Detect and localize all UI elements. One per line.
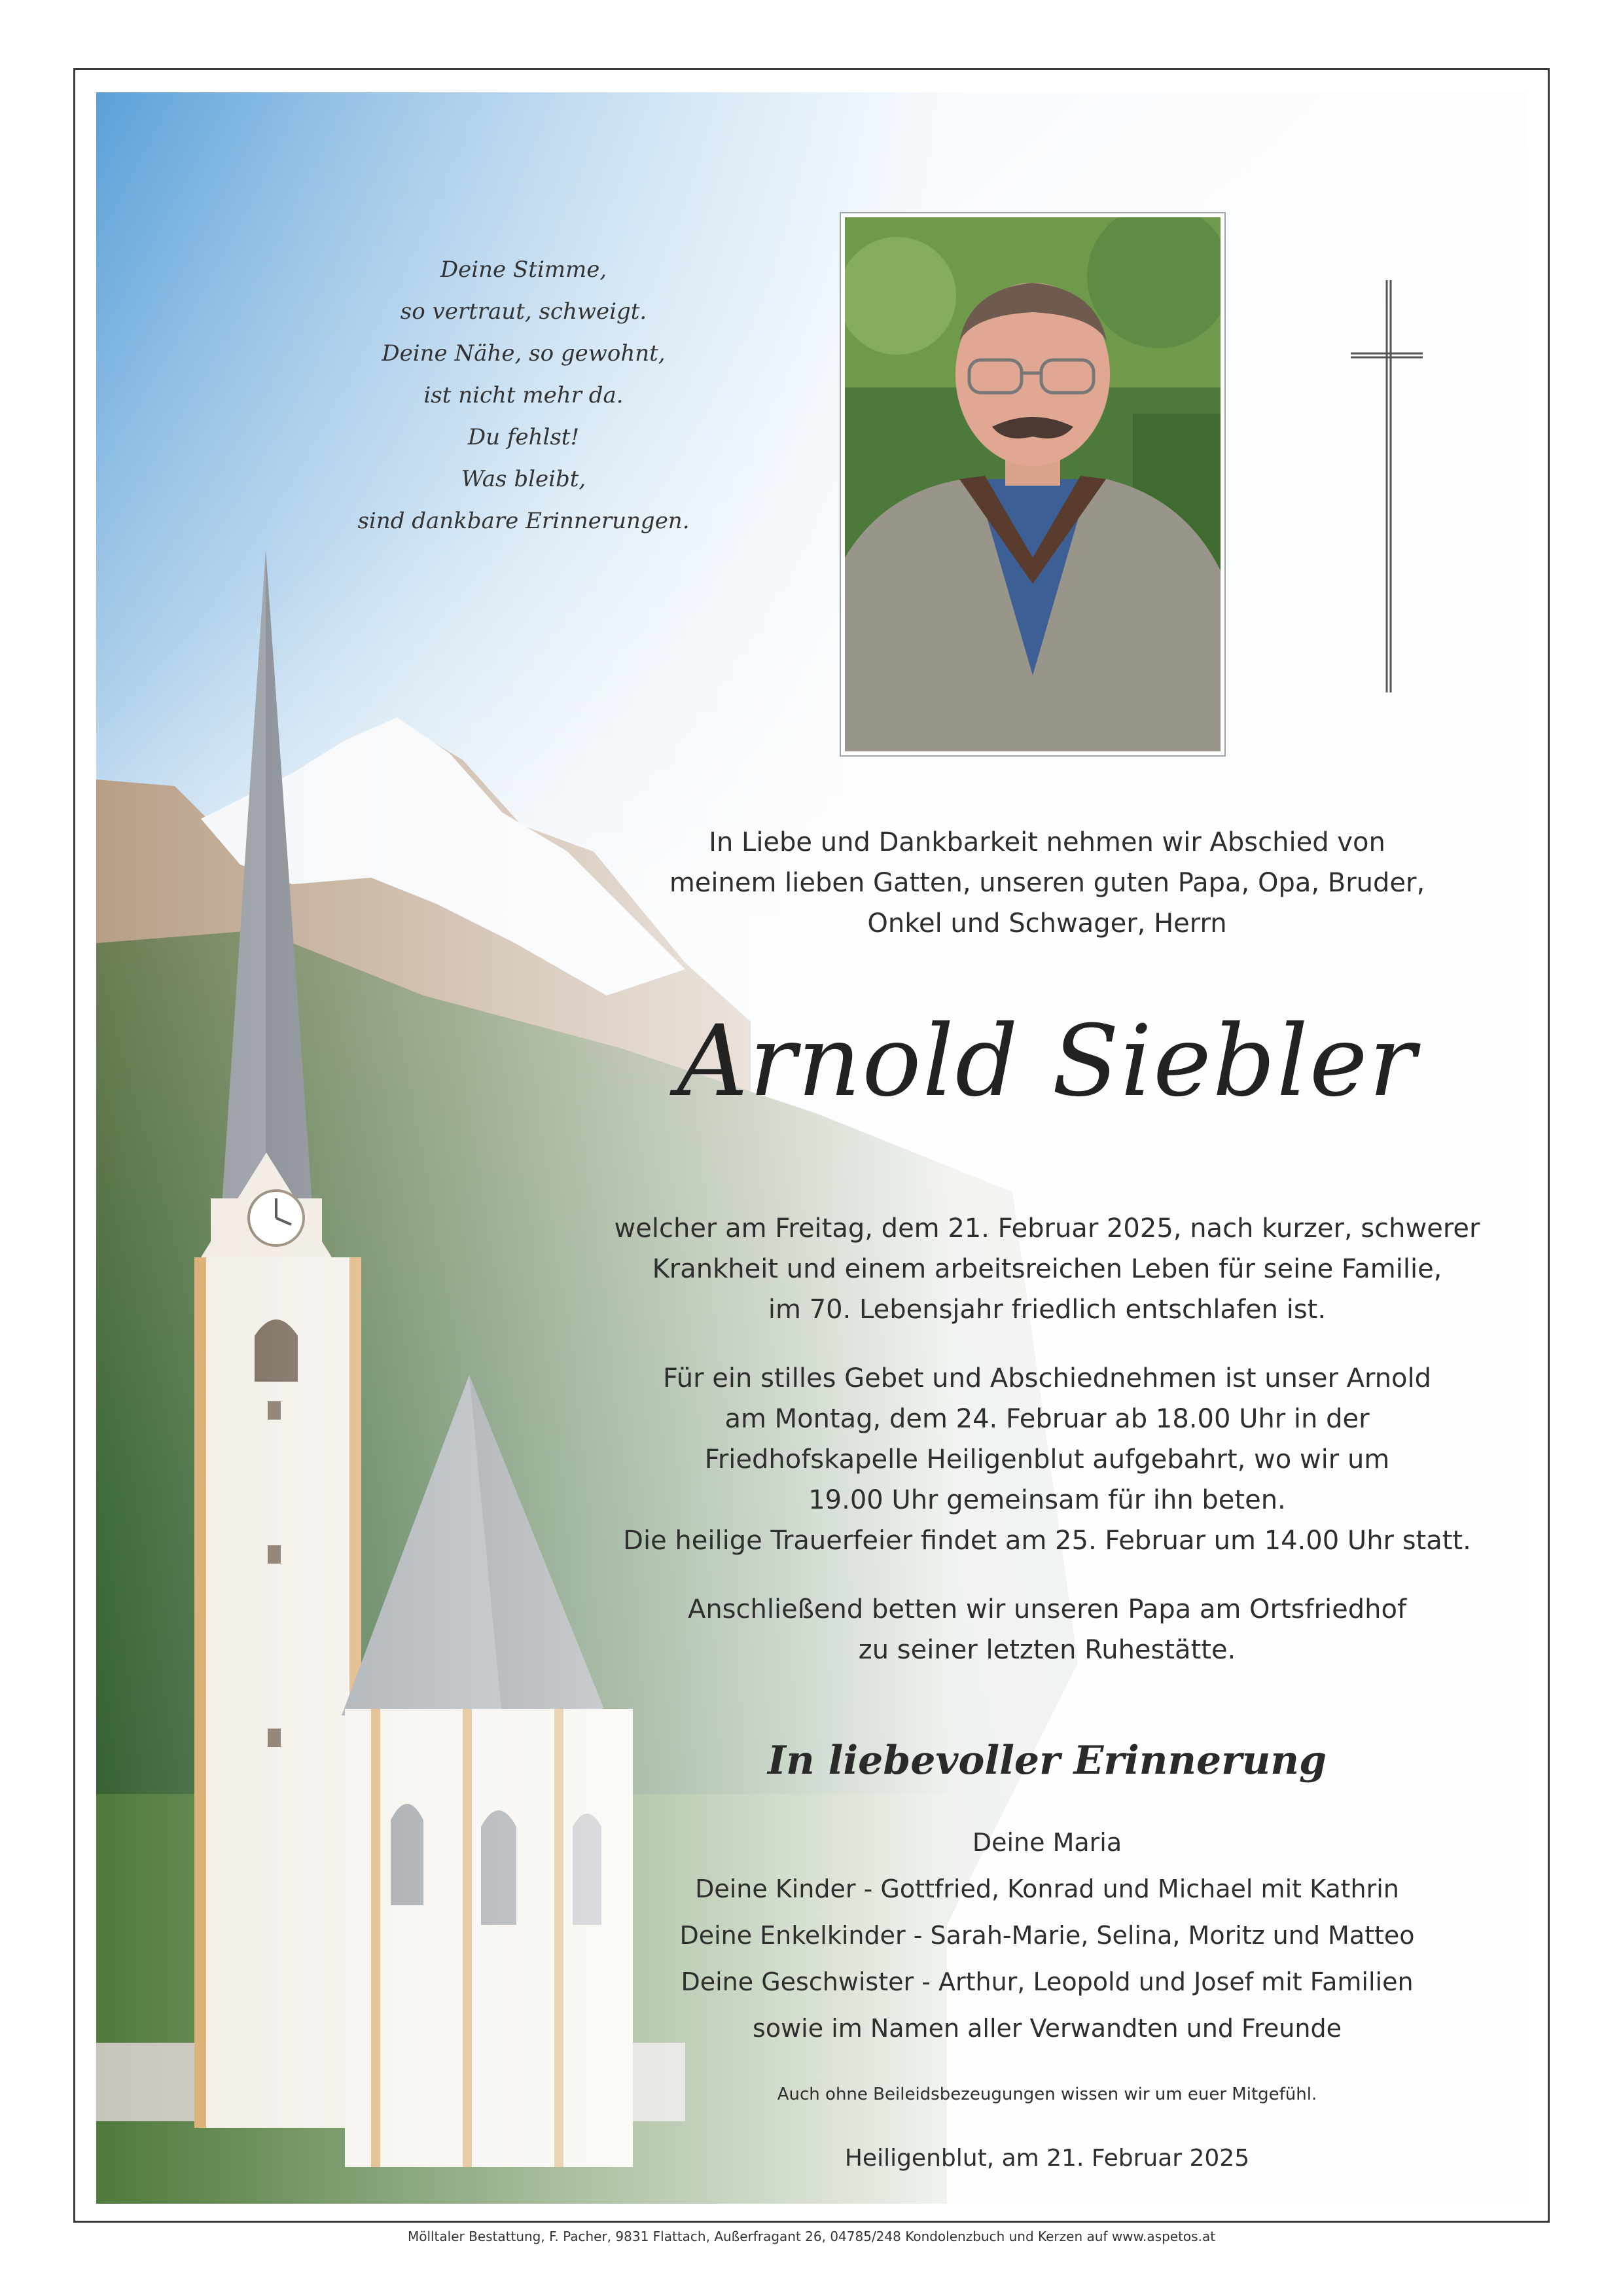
viewing-info	[589, 1358, 1505, 1561]
family-line: Deine Maria	[972, 1828, 1122, 1857]
burial-line: Anschließend betten wir unseren Papa am Ortsfriedhof	[687, 1594, 1407, 1624]
poem-line: sind dankbare Erinnerungen.	[357, 508, 690, 534]
intro-line: meinem lieben Gatten, unseren guten Papa, Opa, Bruder,	[669, 868, 1425, 898]
family-line: sowie im Namen aller Verwandten und Freunde	[753, 2014, 1342, 2043]
deceased-name: Arnold Siebler	[677, 1005, 1418, 1119]
place-date: Heiligenblut, am 21. Februar 2025	[844, 2145, 1250, 2172]
death-line: Krankheit und einem arbeitsreichen Leben für seine Familie,	[652, 1254, 1442, 1284]
poem	[340, 249, 707, 542]
condolence-note: Auch ohne Beileidsbezeugungen wissen wir um euer Mitgefühl.	[777, 2085, 1317, 2104]
viewing-line: 19.00 Uhr gemeinsam für ihn beten.	[808, 1485, 1286, 1515]
death-line: im 70. Lebensjahr friedlich entschlafen ist.	[768, 1295, 1327, 1325]
poem-line: so vertraut, schweigt.	[400, 298, 647, 325]
death-notice	[589, 1208, 1505, 1330]
family-line: Deine Kinder - Gottfried, Konrad und Michael mit Kathrin	[695, 1874, 1399, 1903]
poem-line: Was bleibt,	[461, 466, 586, 492]
footer-imprint: Mölltaler Bestattung, F. Pacher, 9831 Flattach, Außerfragant 26, 04785/248 Kondolenzbuch und Kerzen auf www.aspetos.at	[407, 2229, 1216, 2244]
family-line: Deine Enkelkinder - Sarah-Marie, Selina, Moritz und Matteo	[679, 1921, 1415, 1950]
poem-line: Deine Nähe, so gewohnt,	[382, 340, 666, 367]
burial-line: zu seiner letzten Ruhestätte.	[858, 1635, 1236, 1665]
intro-line: Onkel und Schwager, Herrn	[867, 908, 1227, 939]
family-line: Deine Geschwister - Arthur, Leopold und Josef mit Familien	[681, 1967, 1414, 1996]
death-line: welcher am Freitag, dem 21. Februar 2025, nach kurzer, schwerer	[614, 1213, 1480, 1244]
poem-line: Deine Stimme,	[440, 257, 607, 283]
portrait-photo	[840, 212, 1226, 757]
intro-text	[589, 822, 1505, 944]
poem-line: ist nicht mehr da.	[423, 382, 624, 408]
portrait-image	[845, 217, 1221, 751]
viewing-line: Für ein stilles Gebet und Abschiednehmen ist unser Arnold	[662, 1363, 1432, 1393]
memory-heading: In liebevoller Erinnerung	[768, 1738, 1327, 1784]
cross-icon	[1351, 280, 1423, 692]
viewing-line: Friedhofskapelle Heiligenblut aufgebahrt, wo wir um	[704, 1444, 1390, 1475]
viewing-line: Die heilige Trauerfeier findet am 25. Februar um 14.00 Uhr statt.	[623, 1526, 1471, 1556]
poem-line: Du fehlst!	[467, 424, 580, 450]
viewing-line: am Montag, dem 24. Februar ab 18.00 Uhr in der	[724, 1404, 1370, 1434]
intro-line: In Liebe und Dankbarkeit nehmen wir Abschied von	[709, 827, 1385, 857]
family-list	[589, 1820, 1505, 2052]
burial-info	[589, 1589, 1505, 1670]
